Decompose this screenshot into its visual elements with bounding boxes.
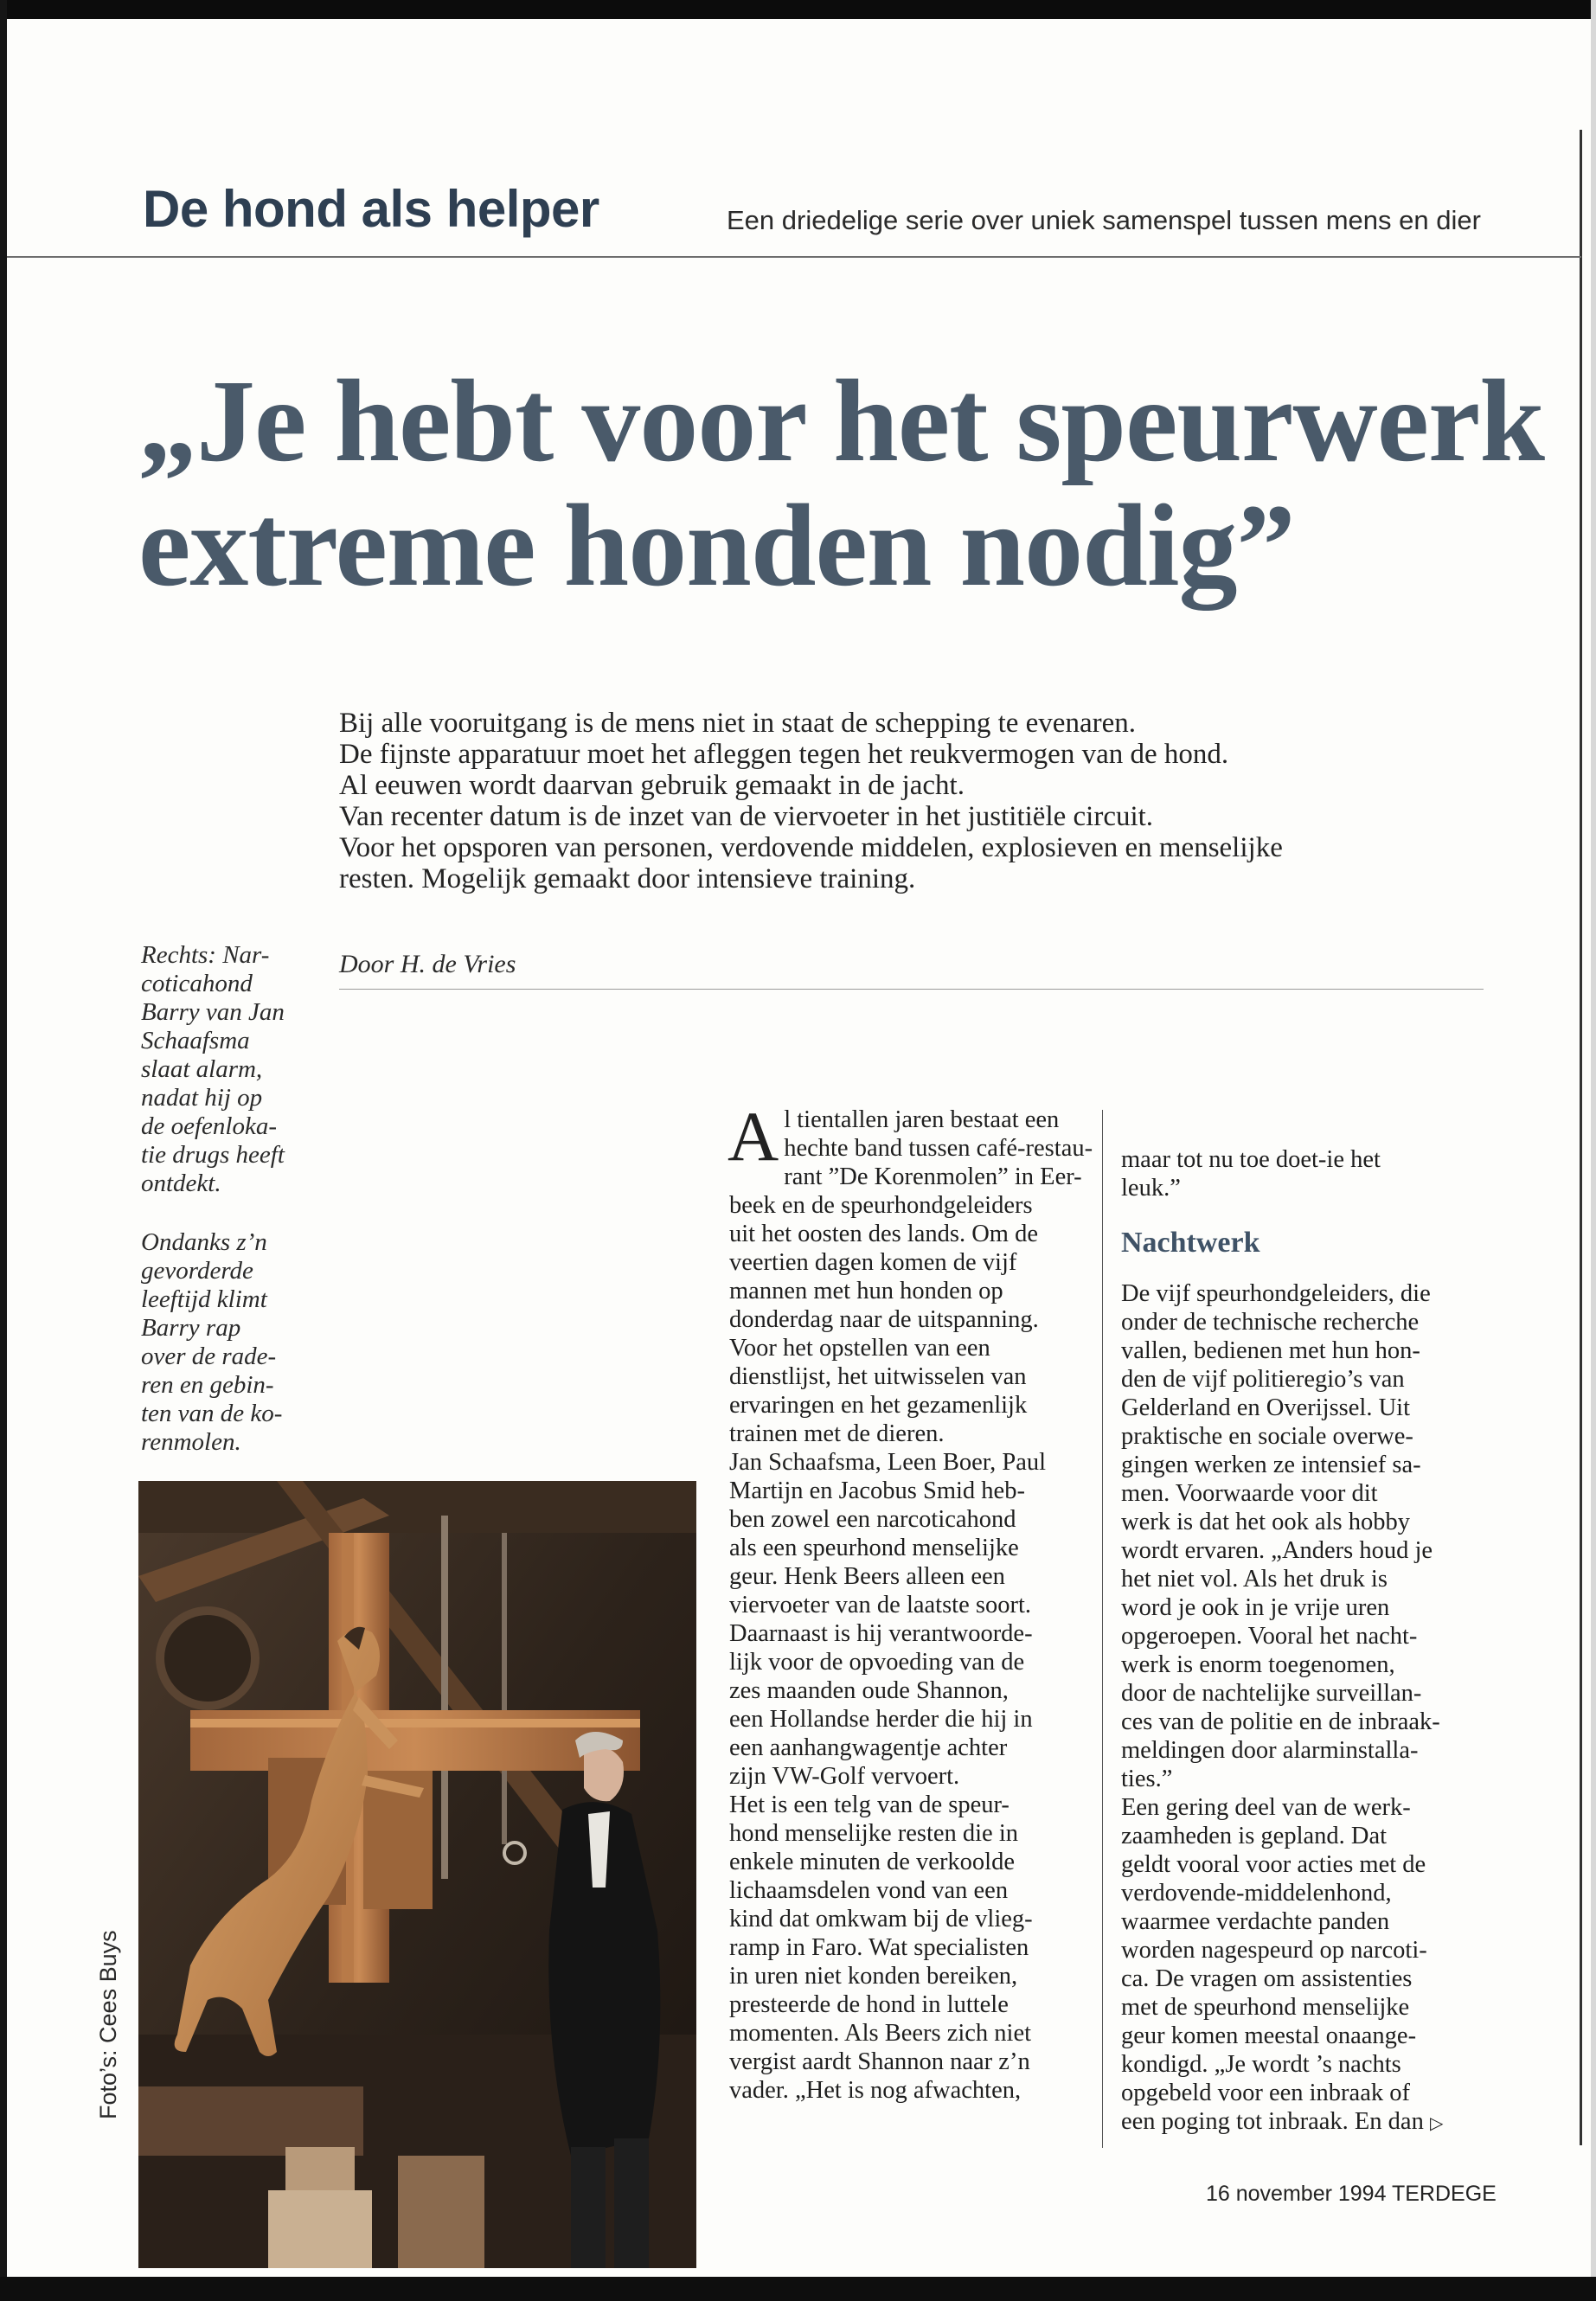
headline-line: „Je hebt voor het speurwerk [138,356,1544,486]
intro-paragraph [339,708,1490,894]
article-line: opgebeld voor een inbraak of [1121,2080,1410,2106]
article-line: viervoeter van de laatste soort. [729,1592,1031,1618]
caption-line: Schaafsma [141,1027,250,1054]
article-line: ervaringen en het gezamenlijk [729,1392,1028,1419]
intro-line: De fijnste apparatuur moet het afleggen tegen het reukvermogen van de hond. [339,739,1229,770]
intro-line: Al eeuwen wordt daarvan gebruik gemaakt in de jacht. [339,770,965,801]
article-line: een aanhangwagentje achter [729,1734,1008,1761]
article-line: ben zowel een narcoticahond [729,1506,1016,1533]
article-line: geur. Henk Beers alleen een [729,1563,1005,1590]
top-border [0,0,1596,19]
caption-line: coticahond [141,970,253,997]
article-line: dienstlijst, het uitwisselen van [729,1363,1027,1390]
article-line: lijk voor de opvoeding van de [729,1649,1025,1676]
article-line: waarmee verdachte panden [1121,1908,1390,1935]
series-subtitle: Een driedelige serie over uniek samenspel tussen mens en dier [727,205,1481,235]
header-rule [7,256,1581,258]
article-line: leuk.” [1121,1175,1181,1202]
column-divider [1102,1110,1103,2148]
dropcap: A [727,1097,779,1176]
article-line: vergist aardt Shannon naar z’n [729,2048,1030,2075]
article-line: als een speurhond menselijke [729,1535,1019,1561]
article-line-last [1121,2107,1484,2138]
article-line: hond menselijke resten die in [729,1820,1018,1847]
article-line: kondigd. „Je wordt ’s nachts [1121,2051,1401,2078]
byline: Door H. de Vries [339,950,516,978]
article-line: Jan Schaafsma, Leen Boer, Paul [729,1449,1047,1476]
caption-line: Barry van Jan [141,998,285,1026]
right-margin-rule [1580,130,1582,2145]
article-line: werk is enorm toegenomen, [1121,1651,1395,1678]
article-line: presteerde de hond in luttele [729,1991,1009,2018]
article-line: geldt vooral voor acties met de [1121,1851,1426,1878]
article-line: het niet vol. Als het druk is [1121,1566,1388,1593]
caption-line: ontdekt. [141,1170,221,1197]
page-footer: 16 november 1994 TERDEGE [1206,2182,1497,2206]
article-line: zijn VW-Golf vervoert. [729,1763,960,1790]
series-title: De hond als helper [143,180,599,238]
bottom-border [0,2277,1596,2301]
article-line: een Hollandse herder die hij in [729,1706,1033,1733]
left-border [0,0,7,2301]
photo-credit: Foto’s: Cees Buys [95,1930,121,2119]
article-line: kind dat omkwam bij de vlieg- [729,1906,1033,1932]
article-line: men. Voorwaarde voor dit [1121,1480,1378,1507]
article-line: door de nachtelijke surveillan- [1121,1680,1422,1707]
caption-line: nadat hij op [141,1084,263,1112]
right-border [1591,0,1596,2301]
article-line: werk is dat het ook als hobby [1121,1509,1411,1535]
article-line: mannen met hun honden op [729,1278,1003,1304]
continue-arrow-icon: ▷ [1429,2114,1444,2133]
article-line: Martijn en Jacobus Smid heb- [729,1477,1025,1504]
article-line-text: een poging tot inbraak. En dan [1121,2108,1424,2135]
headline [138,356,1544,611]
article-line: zes maanden oude Shannon, [729,1677,1009,1704]
article-column-2 [1121,1145,1484,2138]
article-line: meldingen door alarminstalla- [1121,1737,1419,1764]
article-line: Daarnaast is hij verantwoorde- [729,1620,1033,1647]
caption-line: Barry rap [141,1314,241,1342]
article-line: donderdag naar de uitspanning. [729,1306,1039,1333]
article-line: wordt ervaren. „Anders houd je [1121,1537,1433,1564]
intro-line: resten. Mogelijk gemaakt door intensieve training. [339,863,916,894]
article-line: ces van de politie en de inbraak- [1121,1708,1440,1735]
caption-line: Rechts: Nar- [141,941,270,969]
article-line: Gelderland en Overijssel. Uit [1121,1394,1410,1421]
article-line: momenten. Als Beers zich niet [729,2020,1032,2047]
photo-caption-second [141,1228,323,1457]
article-line: Het is een telg van de speur- [729,1791,1010,1818]
caption-line: de oefenloka- [141,1112,278,1140]
subheading-nachtwerk: Nachtwerk [1121,1227,1260,1259]
intro-line: Bij alle vooruitgang is de mens niet in staat de schepping te evenaren. [339,708,1136,739]
article-line: Voor het opstellen van een [729,1335,990,1362]
article-line: vader. „Het is nog afwachten, [729,2077,1022,2104]
article-line: den de vijf politieregio’s van [1121,1366,1405,1393]
article-line: word je ook in je vrije uren [1121,1594,1390,1621]
article-line: beek en de speurhondgeleiders [729,1192,1033,1219]
article-line: ca. De vragen om assistenties [1121,1965,1413,1992]
caption-line: tie drugs heeft [141,1141,285,1169]
article-line: maar tot nu toe doet-ie het [1121,1146,1381,1173]
article-line: geur komen meestal onaange- [1121,2022,1417,2049]
caption-line: Ondanks z’n [141,1228,267,1256]
article-line: zaamheden is gepland. Dat [1121,1823,1388,1849]
article-line: De vijf speurhondgeleiders, die [1121,1280,1431,1307]
caption-line: gevorderde [141,1257,253,1285]
caption-line: over de rade- [141,1343,277,1370]
caption-line: ren en gebin- [141,1371,274,1399]
article-line: met de speurhond menselijke [1121,1994,1410,2021]
article-line: veertien dagen komen de vijf [729,1249,1017,1276]
intro-line: Voor het opsporen van personen, verdovende middelen, explosieven en menselijke [339,832,1283,863]
dog-and-man-in-mill-photo [138,1481,696,2268]
article-line: ramp in Faro. Wat specialisten [729,1934,1029,1961]
article-line: Een gering deel van de werk- [1121,1794,1411,1821]
article-line: in uren niet konden bereiken, [729,1963,1018,1990]
intro-line: Van recenter datum is de inzet van de viervoeter in het justitiële circuit. [339,801,1154,832]
article-line: opgeroepen. Vooral het nacht- [1121,1623,1418,1650]
article-line: vallen, bedienen met hun hon- [1121,1337,1420,1364]
article-line: praktische en sociale overwe- [1121,1423,1413,1450]
byline-rule [339,989,1484,990]
caption-line: renmolen. [141,1428,241,1456]
caption-line: slaat alarm, [141,1055,263,1083]
article-line: lichaamsdelen vond van een [729,1877,1009,1904]
article-line: enkele minuten de verkoolde [729,1849,1016,1875]
article-column-1 [727,1097,1093,2105]
article-line: verdovende-middelenhond, [1121,1880,1392,1907]
article-line: gingen werken ze intensief sa- [1121,1452,1421,1478]
article-line: trainen met de dieren. [729,1420,945,1447]
article-line: uit het oosten des lands. Om de [729,1221,1038,1247]
photo-caption-first [141,941,323,1198]
caption-line: leeftijd klimt [141,1285,267,1313]
headline-line: extreme honden nodig” [138,481,1295,611]
article-line: worden nagespeurd op narcoti- [1121,1937,1427,1964]
article-line: hechte band tussen café-restau- [784,1135,1093,1162]
article-line: rant ”De Korenmolen” in Eer- [784,1163,1082,1190]
article-line: l tientallen jaren bestaat een [784,1106,1060,1133]
caption-line: ten van de ko- [141,1400,283,1427]
article-line: onder de technische recherche [1121,1309,1420,1336]
article-line: ties.” [1121,1766,1173,1792]
